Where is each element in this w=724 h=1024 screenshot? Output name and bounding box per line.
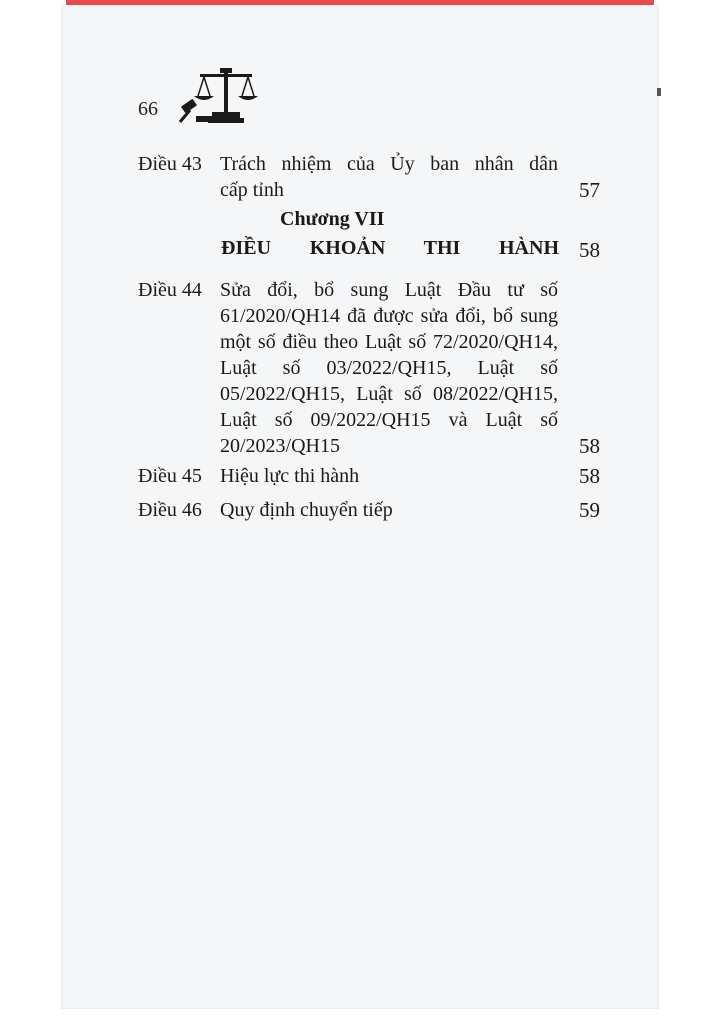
title-line: cấp tỉnh [220,179,284,201]
title-line: Luật số 03/2022/QH15, Luật số [220,357,558,379]
chapter-heading: Chương VII [280,208,385,230]
title-line: Hiệu lực thi hành [220,465,360,487]
article-number: Điều 46 [138,499,202,521]
title-line: Trách nhiệm của Ủy ban nhân dân [220,153,558,175]
page-edge-mark [657,88,661,96]
title-line: một số điều theo Luật số 72/2020/QH14, [220,331,558,353]
article-number: Điều 43 [138,153,202,175]
article-number: Điều 44 [138,279,202,301]
article-title [220,277,558,459]
scales-of-justice-icon [178,62,258,124]
page-ref: 58 [579,434,600,458]
page-ref: 58 [579,238,600,262]
page-ref: 57 [579,178,600,202]
title-line: Luật số 09/2022/QH15 và Luật số [220,409,558,431]
title-line: 20/2023/QH15 [220,435,340,457]
chapter-title[interactable]: ĐIỀU KHOẢN THI HÀNH [221,237,559,259]
title-line: 05/2022/QH15, Luật số 08/2022/QH15, [220,383,558,405]
page-ref: 58 [579,464,600,488]
article-title [220,497,558,523]
title-line: Sửa đổi, bổ sung Luật Đầu tư số [220,279,558,301]
title-line: Quy định chuyển tiếp [220,499,393,521]
page-number: 66 [138,98,158,120]
article-title [220,151,558,203]
page-ref: 59 [579,498,600,522]
article-title [220,463,558,489]
title-line: 61/2020/QH14 đã được sửa đổi, bổ sung [220,305,558,327]
article-number: Điều 45 [138,465,202,487]
